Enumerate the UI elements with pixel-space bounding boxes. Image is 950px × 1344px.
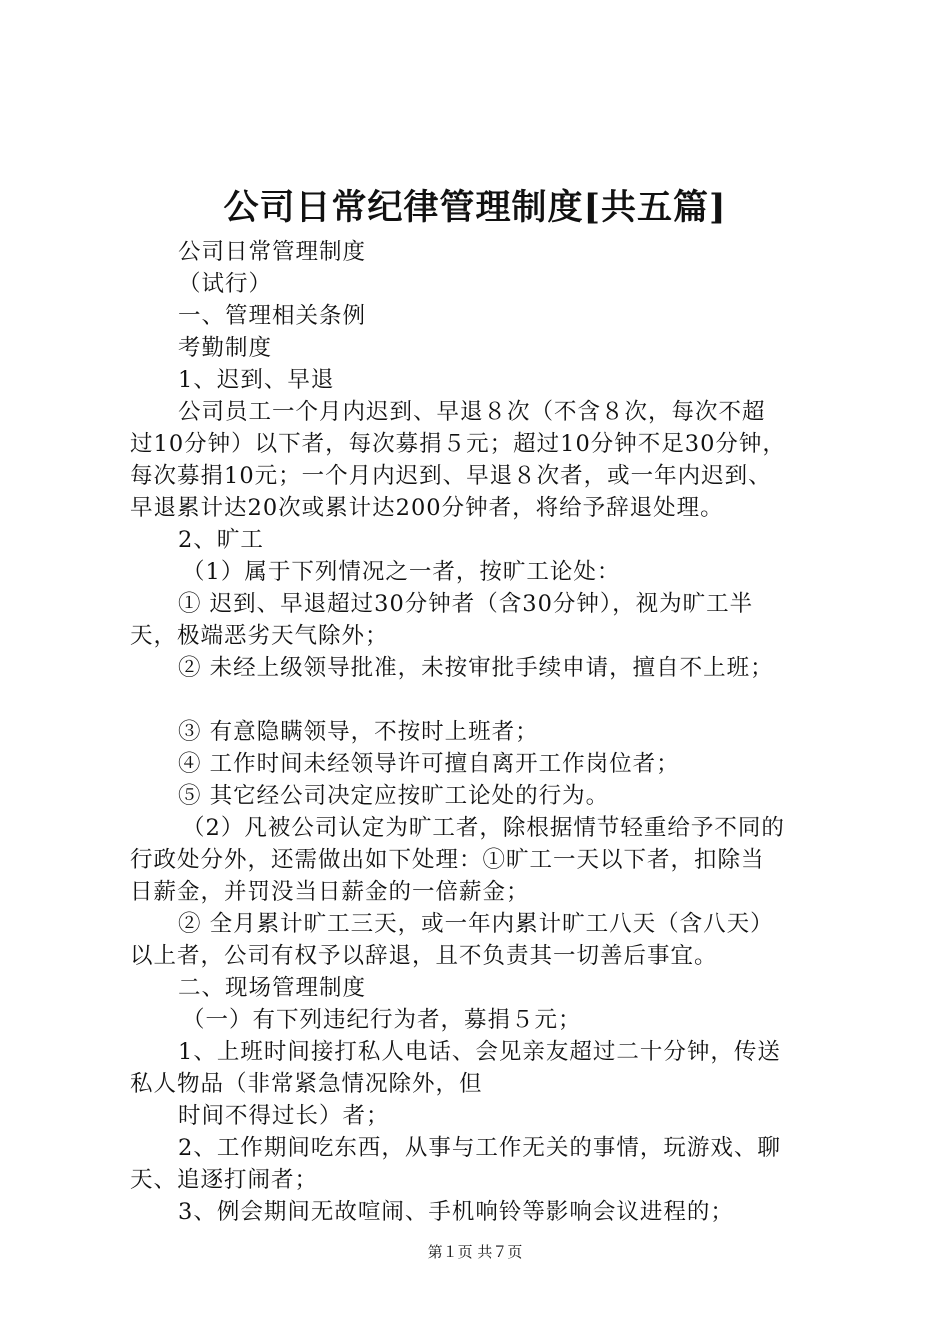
document-body (130, 236, 835, 1228)
list-item: ③ 有意隐瞒领导，不按时上班者； (178, 719, 539, 745)
document-title: 公司日常纪律管理制度[共五篇] (223, 187, 727, 228)
paragraph-line: 以上者，公司有权予以辞退，且不负责其一切善后事宜。 (130, 943, 718, 969)
paragraph-line: 天、追逐打闹者； (130, 1167, 319, 1193)
section-heading: 二、现场管理制度 (178, 975, 367, 1001)
list-item: 3、例会期间无故喧闹、手机响铃等影响会议进程的； (178, 1199, 734, 1225)
item-heading: 1、迟到、早退 (178, 367, 335, 393)
subsection-heading: 考勤制度 (178, 335, 273, 361)
list-item: ④ 工作时间未经领导许可擅自离开工作岗位者； (178, 751, 680, 777)
paragraph-line: （试行） (178, 271, 273, 297)
page-footer: 第１页 共７页 (427, 1243, 523, 1261)
paragraph-line: 早退累计达20次或累计达200分钟者，将给予辞退处理。 (130, 495, 724, 521)
list-item: 1、上班时间接打私人电话、会见亲友超过二十分钟，传送 (178, 1039, 781, 1065)
paragraph-line: 公司日常管理制度 (178, 239, 367, 265)
list-item: ② 全月累计旷工三天，或一年内累计旷工八天（含八天） (178, 911, 774, 937)
blank-line (130, 684, 835, 716)
paragraph-line: 公司员工一个月内迟到、早退８次（不含８次，每次不超 (178, 399, 766, 425)
paragraph-line: 日薪金，并罚没当日薪金的一倍薪金； (130, 879, 530, 905)
paragraph-line: 每次募捐10元；一个月内迟到、早退８次者，或一年内迟到、 (130, 463, 772, 489)
list-item: ② 未经上级领导批准，未按审批手续申请，擅自不上班； (178, 655, 774, 681)
paragraph-line: （一）有下列违纪行为者，募捐５元； (182, 1007, 582, 1033)
list-item: 2、工作期间吃东西，从事与工作无关的事情，玩游戏、聊 (178, 1135, 781, 1161)
list-item: ① 迟到、早退超过30分钟者（含30分钟），视为旷工半 (178, 591, 754, 617)
paragraph-line: （2）凡被公司认定为旷工者，除根据情节轻重给予不同的 (182, 815, 785, 841)
paragraph-line: 时间不得过长）者； (178, 1103, 390, 1129)
paragraph-line: 过10分钟）以下者，每次募捐５元；超过10分钟不足30分钟， (130, 431, 786, 457)
paragraph-line: 行政处分外，还需做出如下处理：①旷工一天以下者，扣除当 (130, 847, 765, 873)
paragraph-line: （1）属于下列情况之一者，按旷工论处： (182, 559, 621, 585)
list-item: ⑤ 其它经公司决定应按旷工论处的行为。 (178, 783, 610, 809)
section-heading: 一、管理相关条例 (178, 303, 367, 329)
paragraph-line: 天，极端恶劣天气除外； (130, 623, 389, 649)
item-heading: 2、旷工 (178, 527, 264, 553)
paragraph-line: 私人物品（非常紧急情况除外，但 (130, 1071, 483, 1097)
